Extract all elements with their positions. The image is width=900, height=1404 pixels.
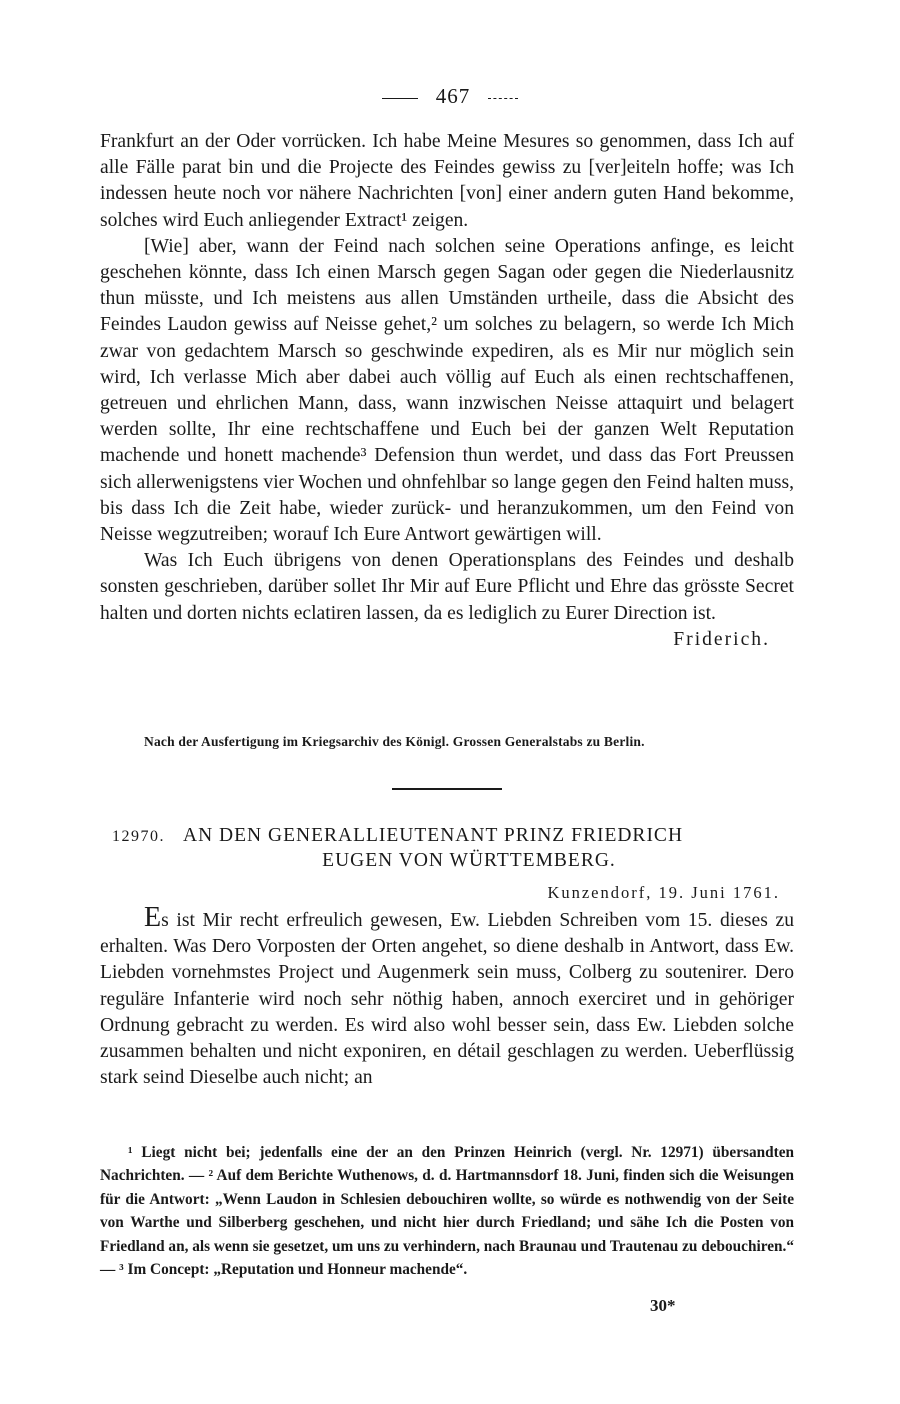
section-divider (392, 788, 502, 790)
paragraph (100, 548, 794, 650)
paragraph: Frankfurt an der Oder vorrücken. Ich habe Meine Mesures so genommen, dass Ich auf alle Fälle parat bin und die Projecte des Feindes gewiss zu [ver]eiteln hoffe; was Ich indessen heute noch vor nähere Nachrichten [von] einer andern guten Hand bekomme, solches wird Euch anliegender Extract¹ zeigen. (100, 131, 794, 231)
footnote-text: ¹ Liegt nicht bei; jedenfalls eine der an den Prinzen Heinrich (vergl. Nr. 12971) übersandten Nachrichten. — ² Auf dem Berichte Wuthenows, d. d. Hartmannsdorf 18. Juni, finden sich die Weisungen für die Antwort: „Wenn Laudon in Schlesien debouchiren wollte, so würde es nothwendig von der Seite von Warthe und Silberberg geschehen, und nicht hier durch Friedland; und sähe Ich die Posten von Friedland an, als wenn sie gesetzet, um uns zu verhindern, nach Braunau und Trautenau zu debouchiren.“ — ³ Im Concept: „Reputation und Honneur machende“. (100, 1144, 794, 1279)
place-date: Kunzendorf, 19. Juni 1761. (547, 883, 780, 902)
signature-mark: 30* (650, 1296, 676, 1315)
footnotes (100, 1141, 794, 1281)
heading-line-1: AN DEN GENERALLIEUTENANT PRINZ FRIEDRICH (183, 825, 684, 846)
letter-number: 12970. (112, 828, 165, 845)
signature: Friderich. (673, 628, 770, 650)
letter-heading (112, 824, 796, 873)
heading-line-2: EUGEN VON WÜRTTEMBERG. (322, 850, 616, 871)
previous-letter-text (100, 129, 794, 653)
header-rule-left (382, 98, 418, 99)
paragraph: [Wie] aber, wann der Feind nach solchen seine Operations anfinge, es leicht geschehen könnte, dass Ich einen Marsch gegen Sagan oder gegen die Niederlausnitz thun müsste, und Ich meistens aus allen Umständen urtheile, dass die Absicht des Feindes Laudon gewiss auf Neisse gehet,² um solches zu belagern, so werde Ich Mich zwar von gedachtem Marsch so geschwinde expediren, als es Mir nur möglich sein wird, Ich verlasse Mich aber dabei auch völlig auf Euch als einen rechtschaffenen, getreuen und ehrlichen Mann, dass, wann inzwischen Neisse attaquirt und belagert werden sollte, Ihr eine rechtschaffene und Euch bei der ganzen Welt Reputation machende und honett machende³ Defension thun werdet, und dass das Fort Preussen sich allerwenigstens vier Wochen und ohnfehlbar so lange gegen den Feind halten muss, bis dass Ich die Zeit habe, wieder zurück- und heranzukommen, um den Feind von Neisse wegzutreiben; worauf Ich Eure Antwort gewärtigen will. (100, 235, 794, 546)
source-note: Nach der Ausfertigung im Kriegsarchiv des Königl. Grossen Generalstabs zu Berlin. (144, 734, 645, 749)
letter-text: s ist Mir recht erfreulich gewesen, Ew. Liebden Schreiben vom 15. dieses zu erhalten. Was Dero Vorposten der Orten angehet, so diene deshalb in Antwort, dass Ew. Liebden vornehmstes Project und Augenmerk sein muss, Colberg zu soutenirer. Dero reguläre Infanterie wird noch sehr nöthig haben, annoch exerciret und in gehöriger Ordnung gebracht zu werden. Es wird also wohl besser sein, dass Ew. Liebden solche zusammen behalten und nicht exponiren, en détail geschlagen zu werden. Ueberflüssig stark seind Dieselbe auch nicht; an (100, 910, 794, 1089)
page-header (0, 84, 900, 109)
letter-body (100, 902, 794, 1091)
page-number: 467 (435, 84, 471, 108)
header-rule-right (488, 98, 518, 99)
drop-cap: E (144, 902, 162, 933)
paragraph-text: Was Ich Euch übrigens von denen Operationsplans des Feindes und deshalb sonsten geschrieben, darüber sollet Ihr Mir auf Eure Pflicht und Ehre das grösste Secret halten und dorten nichts eclatiren lassen, da es lediglich zu Eurer Direction ist. (100, 550, 794, 624)
paragraph (100, 902, 794, 1091)
